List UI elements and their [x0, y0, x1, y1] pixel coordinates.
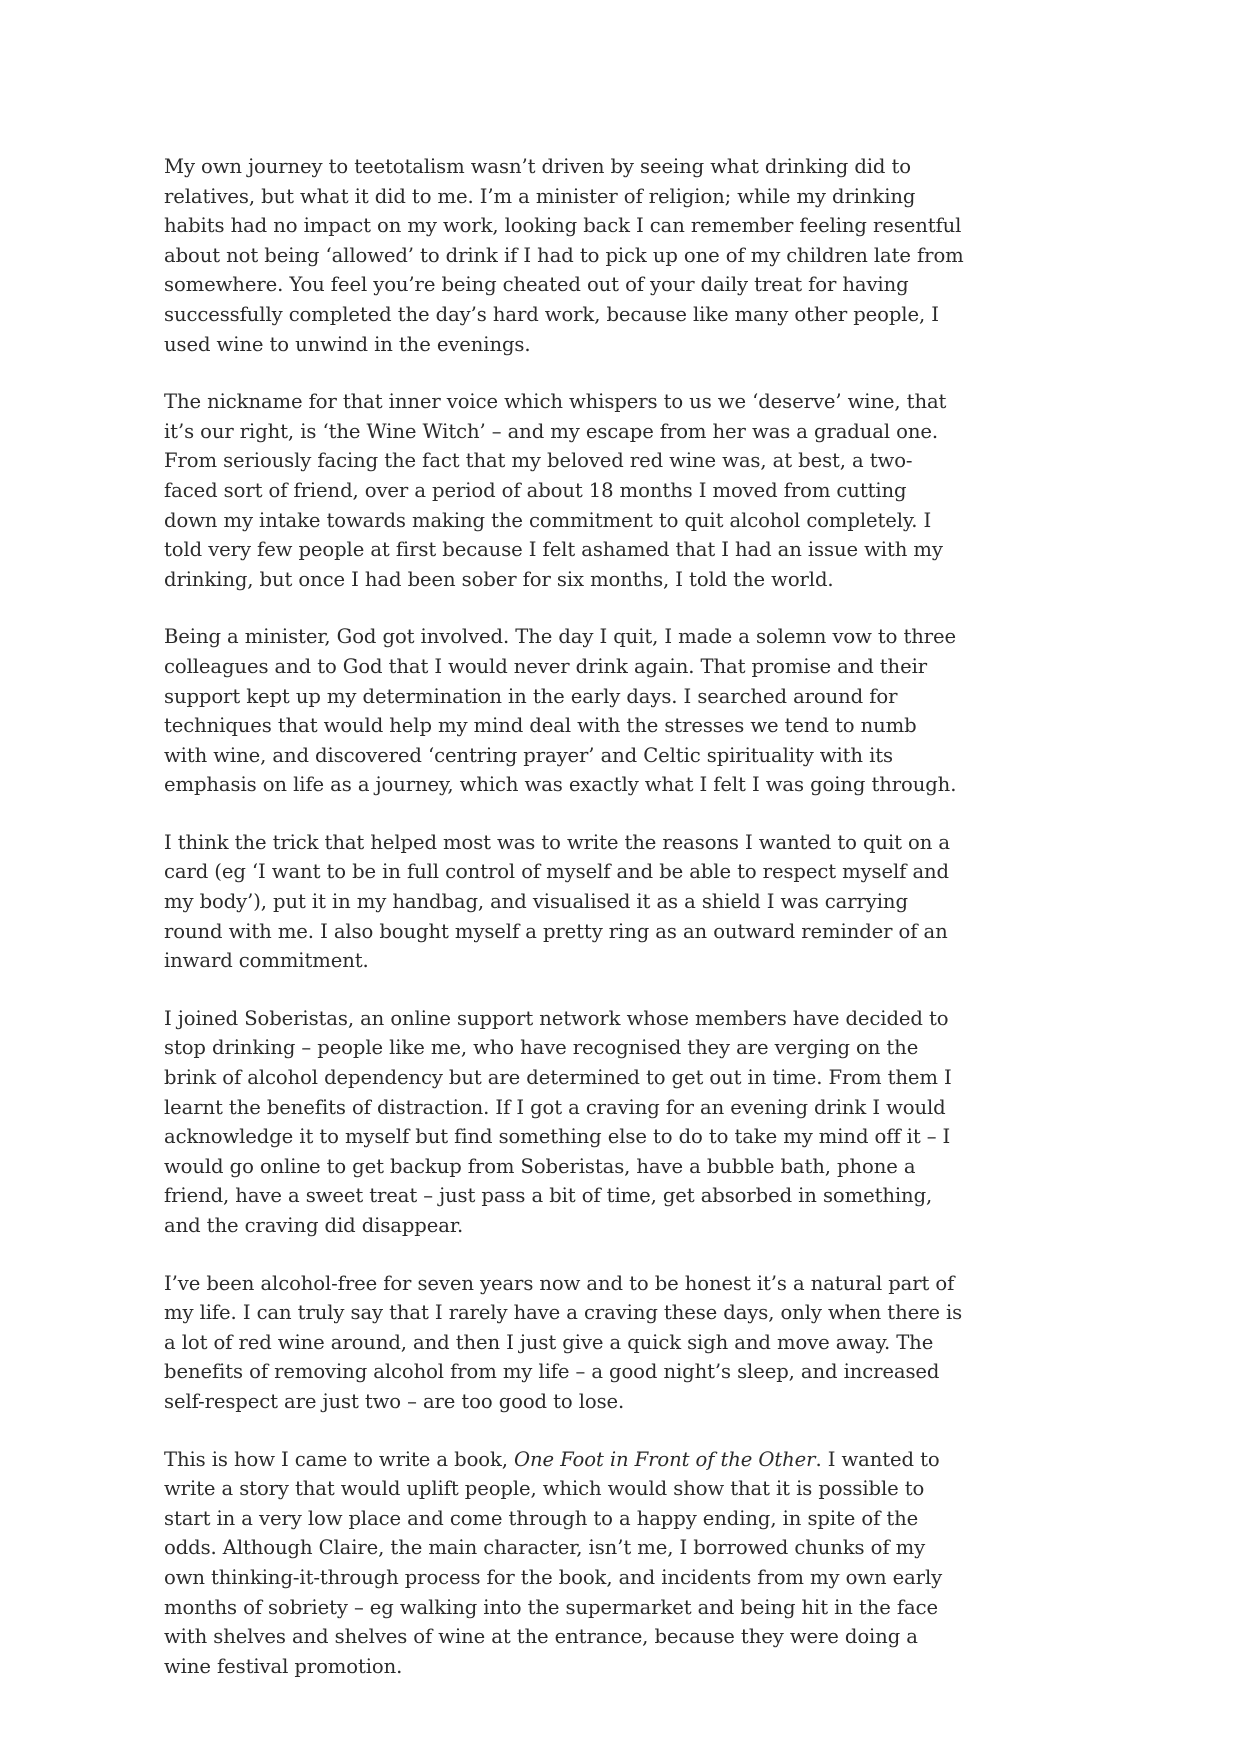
paragraph-5: I joined Soberistas, an online support network whose members have decided to stop drinking – people like me, who have recognised they are verging on the brink of alcohol dependency but are determined to get out in time. From them I learnt the benefits of distraction. If I got a craving for an evening drink I would acknowledge it to myself but find something else to do to take my mind off it – I would go online to get backup from Soberistas, have a bubble bath, phone a friend, have a sweet treat – just pass a bit of time, get absorbed in something, and the craving did disappear. — [164, 1006, 952, 1237]
paragraph-7-intro: This is how I came to write a book, — [164, 1447, 515, 1471]
book-title: One Foot in Front of the Other — [514, 1447, 816, 1471]
paragraph-3: Being a minister, God got involved. The day I quit, I made a solemn vow to three colleagues and to God that I would never drink again. That promise and their support kept up my determination in the early days. I searched around for techniques that would help my mind deal with the stresses we tend to numb with wine, and discovered ‘centring prayer’ and Celtic spirituality with its emphasis on life as a journey, which was exactly what I felt I was going through. — [164, 625, 957, 797]
paragraph-7-rest: . I wanted to write a story that would uplift people, which would show that it is possible to start in a very low place and come through to a happy ending, in spite of the odds. Although Claire, the main character, isn’t me, I borrowed chunks of my own thinking-it-through process for the book, and incidents from my own early months of sobriety – eg walking into the supermarket and being hit in the face with shelves and shelves of wine at the entrance, because they were doing a wine festival promotion. — [164, 1447, 943, 1678]
paragraph-2: The nickname for that inner voice which whispers to us we ‘deserve’ wine, that it’s our right, is ‘the Wine Witch’ – and my escape from her was a gradual one. From seriously facing the fact that my beloved red wine was, at best, a two-faced sort of friend, over a period of about 18 months I moved from cutting down my intake towards making the commitment to quit alcohol completely. I told very few people at first because I felt ashamed that I had an issue with my drinking, but once I had been sober for six months, I told the world. — [164, 390, 947, 591]
paragraph-7 — [164, 1445, 964, 1682]
paragraph-1: My own journey to teetotalism wasn’t driven by seeing what drinking did to relatives, but what it did to me. I’m a minister of religion; while my drinking habits had no impact on my work, looking back I can remember feeling resentful about not being ‘allowed’ to drink if I had to pick up one of my children late from somewhere. You feel you’re being cheated out of your daily treat for having successfully completed the day’s hard work, because like many other people, I used wine to unwind in the evenings. — [164, 155, 964, 356]
article-body — [164, 152, 964, 1709]
paragraph-4: I think the trick that helped most was to write the reasons I wanted to quit on a card (eg ‘I want to be in full control of myself and be able to respect myself and my body’), put it in my handbag, and visualised it as a shield I was carrying round with me. I also bought myself a pretty ring as an outward reminder of an inward commitment. — [164, 830, 950, 973]
paragraph-6: I’ve been alcohol-free for seven years now and to be honest it’s a natural part of my life. I can truly say that I rarely have a craving these days, only when there is a lot of red wine around, and then I just give a quick sigh and move away. The benefits of removing alcohol from my life – a good night’s sleep, and increased self-respect are just two – are too good to lose. — [164, 1271, 963, 1413]
